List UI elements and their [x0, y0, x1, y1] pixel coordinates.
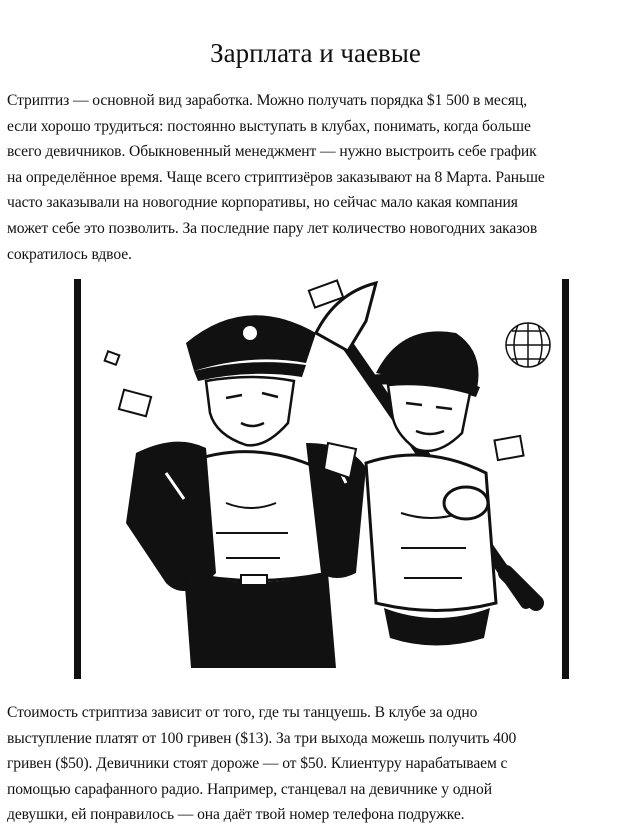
left-frame-bar: [74, 279, 81, 679]
disco-ball-icon: [506, 323, 550, 367]
article-title: Зарплата и чаевые: [210, 38, 421, 68]
text-line: Стоимость стриптиза зависит от того, где ты танцуешь. В клубе за одно: [7, 704, 478, 721]
right-frame-bar: [562, 279, 569, 679]
text-line: сократилось вдвое.: [7, 245, 132, 263]
text-line: выступление платят от 100 гривен ($13). За три выхода можешь получить 400: [7, 729, 517, 747]
text-line: часто заказывали на новогодние корпоративы, но сейчас мало какая компания: [7, 194, 518, 212]
text-line: на определённое время. Чаще всего стриптизёров заказывают на 8 Марта. Раньше: [7, 168, 545, 186]
text-line: Стриптиз — основной вид заработка. Можно получать порядка $1 500 в месяц,: [7, 92, 527, 109]
text-line: гривен ($50). Девичники стоят дороже — от $50. Клиентуру нарабатываем с: [7, 755, 508, 773]
text-line: всего девичников. Обыкновенный менеджмент — нужно выстроить себе график: [7, 143, 537, 161]
text-line: помощью сарафанного радио. Например, станцевал на девичнике у одной: [7, 780, 492, 798]
text-line: если хорошо трудиться: постоянно выступать в клубах, понимать, когда больше: [7, 117, 531, 135]
policeman-figure: [126, 315, 366, 668]
text-line: может себе это позволить. За последние пару лет количество новогодних заказов: [7, 219, 538, 237]
paragraph-prices: [7, 700, 625, 828]
paragraph-salary: [7, 88, 625, 267]
text-line: девушки, ей понравилось — она даёт твой номер телефона подружке.: [7, 806, 465, 824]
article-illustration: [66, 273, 576, 681]
